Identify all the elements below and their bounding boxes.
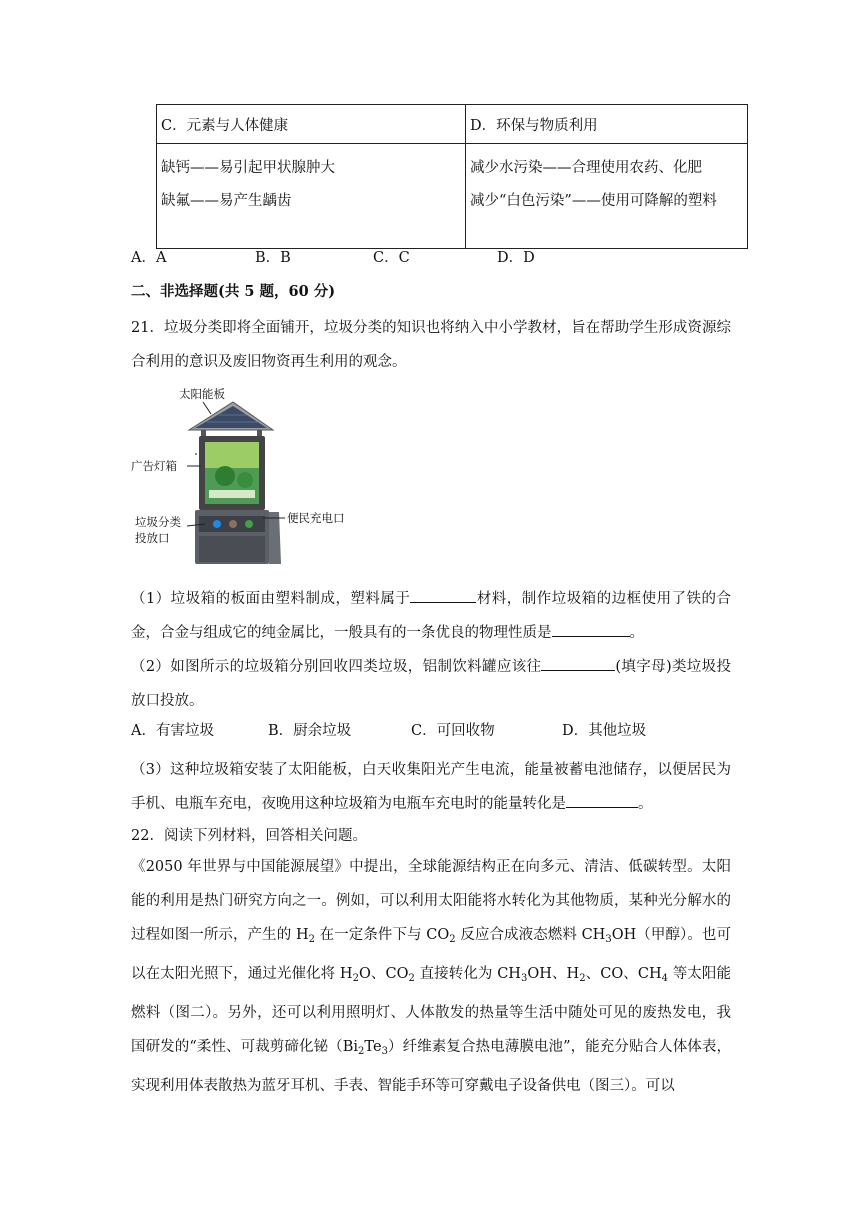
q21-p1-text-c: 。 [629,625,644,641]
q22-sub-4: 2 [352,973,359,984]
q22-stem: 22．阅读下列材料，回答相关问题。 [131,828,367,844]
table-cell-c-title: C．元素与人体健康 [157,105,466,144]
d-line-2: 减少“白色污染”——使用可降解的塑料 [470,193,717,209]
q22-text-5: O、CO [358,966,409,982]
q22-text-3: 反应合成液态燃料 CH [455,927,606,943]
q22-material [131,850,731,1103]
answer-blank-3[interactable] [541,656,615,671]
q22-text-7: OH、H [527,966,580,982]
c-line-2: 缺氟——易产生龋齿 [161,193,292,209]
question-20-table [156,104,748,249]
q22-text-10: Te [364,1039,382,1055]
q21-option-d[interactable]: D．其他垃圾 [562,723,647,739]
answer-blank-4[interactable] [566,793,638,808]
q21-p3-text-b: 。 [638,796,653,812]
q21-part-3 [131,753,731,821]
answer-blank-2[interactable] [552,622,630,637]
label-slot-line-2: 投放口 [135,531,170,545]
section-title: 二、非选择题(共 5 题，60 分) [131,283,336,300]
q20-options [131,248,535,268]
q22-text-11: ）纤维素复合热电薄膜电池”，能充分贴合人体体表，实现利用体表散热为蓝牙耳机、手表、智能手环等可穿戴电子设备供电（图三）。可以 [131,1039,731,1094]
label-slot-line-1: 垃圾分类 [135,515,181,529]
table-cell-d-content [466,144,748,249]
q22-sub-10: 3 [381,1046,388,1057]
q21-p2-text-b: (填字母)类垃圾投放口投放。 [131,659,731,709]
d-line-1: 减少水污染——合理使用农药、化肥 [470,160,702,176]
label-solar-panel: 太阳能板 [179,387,225,401]
q20-option-b[interactable]: B．B [255,250,291,266]
table-cell-d-title: D．环保与物质利用 [466,105,748,144]
q22-sub-6: 3 [520,973,528,984]
q21-p2-text-a: （2）如图所示的垃圾箱分别回收四类垃圾，铝制饮料罐应该往 [131,659,542,675]
q22-sub-5: 2 [408,973,415,984]
q22-text-8: 、CO、CH [585,966,662,982]
q21-p3-text-a: （3）这种垃圾箱安装了太阳能板，白天收集阳光产生电流，能量被蓄电池储存，以便居民为手机、电瓶车充电，夜晚用这种垃圾箱为电瓶车充电时的能量转化是 [131,762,731,812]
q21-stem: 21．垃圾分类即将全面铺开，垃圾分类的知识也将纳入中小学教材，旨在帮助学生形成资源综合利用的意识及废旧物资再生利用的观念。 [131,320,731,370]
c-line-1: 缺钙——易引起甲状腺肿大 [161,160,335,176]
q21-option-a[interactable]: A．有害垃圾 [131,723,214,739]
q20-option-c[interactable]: C．C [373,250,410,266]
trash-bin-figure [129,384,359,566]
label-charging-port: 便民充电口 [287,511,345,525]
q22-sub-9: 2 [358,1046,365,1057]
q21-p2-options [131,721,646,741]
q21-p1-text-b: 材料，制作垃圾箱的边框使用了铁的合金，合金与组成它的纯金属比，一般具有的一条优良的物理性质是 [131,591,731,641]
answer-blank-1[interactable] [410,588,476,603]
q22-sub-2: 2 [449,934,456,945]
q22-sub-1: 2 [308,934,315,945]
q21-option-c[interactable]: C．可回收物 [411,723,495,739]
q20-option-a[interactable]: A．A [131,250,167,266]
table-cell-c-content [157,144,466,249]
q22-sub-8: 4 [661,973,669,984]
q22-text-9: 等太阳能燃料（图二）。另外，还可以利用照明灯、人体散发的热量等生活中随处可见的废热发电，我国研发的“柔性、可裁剪碲化铋（Bi [131,966,731,1055]
q21-part-1 [131,582,731,650]
q22-text-4: OH（甲醇）。也可以在太阳光照下，通过光催化将 H [131,927,731,982]
q22-sub-3: 3 [605,934,612,945]
q22-sub-7: 2 [579,973,586,984]
q22-text-2: 在一定条件下与 CO [314,927,450,943]
q21-p1-text-a: （1）垃圾箱的板面由塑料制成，塑料属于 [131,591,411,607]
q21-option-b[interactable]: B．厨余垃圾 [268,723,352,739]
q20-option-d[interactable]: D．D [497,250,535,266]
label-ad-light-box: 广告灯箱 [131,459,177,473]
q21-part-2 [131,650,731,718]
q22-text-1: 《2050 年世界与中国能源展望》中提出，全球能源结构正在向多元、清洁、低碳转型。太阳能的利用是热门研究方向之一。例如，可以利用太阳能将水转化为其他物质，某种光分解水的过程如图一所示，产生的 H [131,859,731,943]
q22-text-6: 直接转化为 CH [414,966,521,982]
